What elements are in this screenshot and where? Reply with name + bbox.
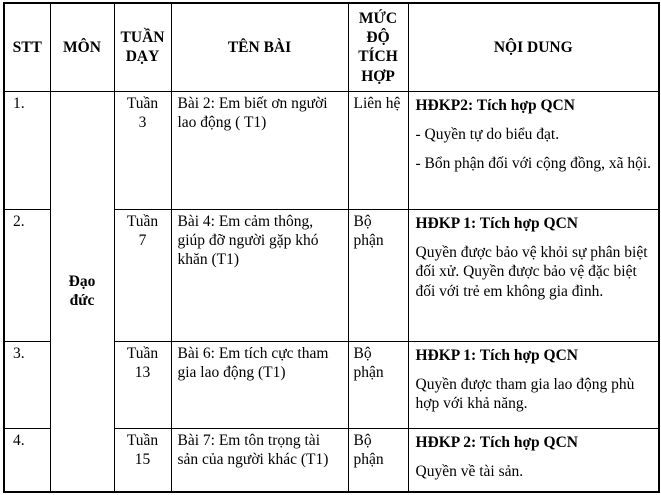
content-title: HĐKP2: Tích hợp QCN	[415, 96, 575, 114]
header-stt: STT	[4, 3, 50, 91]
content-title: HĐKP 1: Tích hợp QCN	[415, 214, 578, 232]
week-label: Tuần	[126, 212, 159, 230]
stt-cell: 2.	[4, 209, 50, 341]
content-title: HĐKP 2: Tích hợp QCN	[415, 433, 578, 451]
lesson-plan-table	[3, 2, 660, 493]
week-label: Tuần	[126, 344, 159, 362]
week-cell	[114, 209, 171, 341]
table-header-row	[4, 3, 659, 91]
level-cell: Bộ phận	[348, 341, 408, 428]
content-paragraph: - Quyền tự do biểu đạt.	[415, 125, 560, 143]
content-cell	[408, 341, 659, 428]
week-value: 13	[134, 363, 151, 381]
week-cell	[114, 341, 171, 428]
stt-cell: 4.	[4, 428, 50, 492]
subject-cell: Đạo đức	[50, 91, 114, 492]
week-label: Tuần	[126, 431, 159, 449]
lesson-cell: Bài 4: Em cảm thông, giúp đỡ người gặp khó khăn (T1)	[171, 209, 348, 341]
lesson-cell: Bài 6: Em tích cực tham gia lao động (T1)	[171, 341, 348, 428]
week-value: 7	[138, 231, 147, 249]
content-paragraph: Quyền về tài sản.	[415, 462, 524, 480]
week-cell	[114, 91, 171, 209]
lesson-cell: Bài 7: Em tôn trọng tài sản của người khác (T1)	[171, 428, 348, 492]
stt-cell: 1.	[4, 91, 50, 209]
level-cell: Bộ phận	[348, 209, 408, 341]
header-noi-dung: NỘI DUNG	[408, 3, 659, 91]
header-tuan-day: TUẦN DẠY	[114, 3, 171, 91]
content-paragraph: - Bổn phận đối với cộng đồng, xã hội.	[415, 155, 652, 173]
content-paragraph: Quyền được tham gia lao động phù hợp với khả năng.	[415, 375, 635, 413]
week-value: 3	[138, 113, 147, 131]
stt-cell: 3.	[4, 341, 50, 428]
content-title: HĐKP 1: Tích hợp QCN	[415, 346, 578, 364]
week-label: Tuần	[126, 94, 159, 112]
week-value: 15	[134, 450, 151, 468]
content-paragraph: Quyền được bảo vệ khỏi sự phân biệt đối xử. Quyền được bảo vệ đặc biệt đối với trẻ em không gia đình.	[415, 243, 648, 300]
content-cell	[408, 91, 659, 209]
header-mon: MÔN	[50, 3, 114, 91]
table-row	[4, 91, 659, 209]
header-ten-bai: TÊN BÀI	[171, 3, 348, 91]
level-cell: Liên hệ	[348, 91, 408, 209]
week-cell	[114, 428, 171, 492]
content-cell	[408, 428, 659, 492]
level-cell: Bộ phận	[348, 428, 408, 492]
lesson-cell: Bài 2: Em biết ơn người lao động ( T1)	[171, 91, 348, 209]
header-muc-do: MỨC ĐỘ TÍCH HỢP	[348, 3, 408, 91]
content-cell	[408, 209, 659, 341]
